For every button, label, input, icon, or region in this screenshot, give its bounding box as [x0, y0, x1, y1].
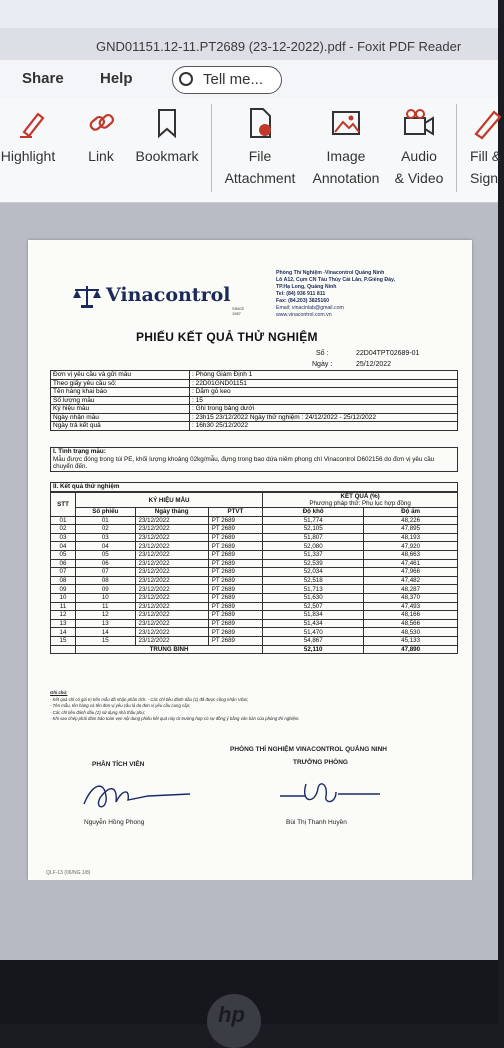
- average-label: TRUNG BÌNH: [76, 645, 263, 654]
- empty-cell: [51, 645, 76, 654]
- moisture-cell: 47,920: [364, 542, 458, 551]
- dryness-cell: 51,337: [263, 550, 364, 559]
- ptvt-cell: PT 2689: [208, 550, 262, 559]
- so-phieu-cell: 14: [76, 628, 136, 637]
- info-value: : Ghi trong bảng dưới: [190, 405, 458, 414]
- lab-info-line: Lô A12, Cụm CN Tàu Thủy Cái Lân, P.Giếng Đáy,: [276, 277, 395, 283]
- stt-header: STT: [51, 493, 76, 517]
- date-cell: 23/12/2022: [135, 636, 208, 645]
- table-row: [51, 602, 458, 611]
- info-value: : Phòng Giám Định 1: [190, 371, 458, 380]
- ptvt-cell: PT 2689: [208, 611, 262, 620]
- moisture-cell: 47,461: [364, 559, 458, 568]
- info-value: : 22D01GND01151: [190, 379, 458, 388]
- highlighter-icon: [16, 106, 50, 140]
- dryness-cell: 52,105: [263, 525, 364, 534]
- table-row: [51, 585, 458, 594]
- moisture-cell: 45,133: [364, 636, 458, 645]
- moisture-cell: 48,370: [364, 593, 458, 602]
- ptvt-cell: PT 2689: [208, 516, 262, 525]
- stt-cell: 14: [51, 628, 76, 637]
- table-row: [51, 576, 458, 585]
- title-bar: [0, 28, 498, 60]
- analyst-title: PHÂN TÍCH VIÊN: [92, 761, 145, 768]
- dryness-cell: 51,713: [263, 585, 364, 594]
- info-label: Ngày trả kết quả: [51, 422, 190, 431]
- sample-code-header: KÝ HIỆU MẪU: [76, 493, 263, 508]
- dryness-cell: 51,834: [263, 611, 364, 620]
- date-cell: 23/12/2022: [135, 619, 208, 628]
- date-cell: 23/12/2022: [135, 628, 208, 637]
- info-label: Tên hàng khai báo: [51, 388, 190, 397]
- info-value: : 16h30 25/12/2022: [190, 422, 458, 431]
- form-code: QLF-13 (06/NG 1/8): [46, 870, 91, 876]
- viewer-bottom-area: [0, 880, 498, 960]
- fill-label: Fill &: [470, 148, 502, 164]
- date-cell: 23/12/2022: [135, 602, 208, 611]
- lab-contact-info: [276, 270, 456, 319]
- dryness-cell: 52,539: [263, 559, 364, 568]
- date-header: Ngày tháng: [135, 508, 208, 517]
- table-row: [51, 516, 458, 525]
- table-row: [51, 550, 458, 559]
- note-line: - Tên mẫu, tên hàng và tên đơn vị yêu cầu là do đơn vị yêu cầu cung cấp;: [50, 703, 191, 708]
- stt-cell: 05: [51, 550, 76, 559]
- report-date-label: Ngày :: [312, 361, 333, 368]
- head-signature: [276, 774, 386, 808]
- average-row: [51, 645, 458, 654]
- info-value: : Dăm gỗ keo: [190, 388, 458, 397]
- moisture-cell: 47,895: [364, 525, 458, 534]
- moisture-cell: 48,193: [364, 533, 458, 542]
- so-phieu-cell: 05: [76, 550, 136, 559]
- date-cell: 23/12/2022: [135, 550, 208, 559]
- report-number: 22D04TPT02689-01: [356, 350, 420, 357]
- stt-cell: 10: [51, 593, 76, 602]
- lab-info-line: Phòng Thí Nghiệm -Vinacontrol Quảng Ninh: [276, 270, 385, 276]
- video-label: & Video: [394, 170, 444, 186]
- note-line: - Các chỉ tiêu đánh dấu (2) sử dụng nhà thầu phụ;: [50, 709, 145, 715]
- moisture-cell: 47,482: [364, 576, 458, 585]
- logo-since: SINCE 1957: [232, 306, 245, 316]
- notes-title: Ghi chú:: [50, 690, 68, 695]
- dryness-cell: 52,080: [263, 542, 364, 551]
- so-phieu-cell: 09: [76, 585, 136, 594]
- stt-cell: 15: [51, 636, 76, 645]
- lab-info-line: Fax: (84.203) 3825160: [276, 298, 330, 304]
- ptvt-cell: PT 2689: [208, 542, 262, 551]
- moisture-cell: 48,166: [364, 611, 458, 620]
- attachment-label: Attachment: [224, 170, 296, 186]
- fill-sign-button[interactable]: [464, 98, 504, 202]
- table-row: [51, 525, 458, 534]
- date-cell: 23/12/2022: [135, 568, 208, 577]
- bookmark-icon: [150, 106, 184, 140]
- tell-me-placeholder: Tell me...: [203, 71, 264, 88]
- audio-video-button[interactable]: [388, 98, 450, 202]
- ptvt-cell: PT 2689: [208, 533, 262, 542]
- link-icon: [84, 106, 118, 140]
- table-row: [51, 628, 458, 637]
- ptvt-cell: PT 2689: [208, 568, 262, 577]
- hp-logo-text: hp: [218, 1002, 245, 1027]
- report-heading: PHIẾU KẾT QUẢ THỬ NGHIỆM: [136, 330, 318, 344]
- info-value: : 23h15 23/12/2022 Ngày thử nghiệm : 24/12/2022 - 25/12/2022: [190, 413, 458, 422]
- average-moisture: 47,890: [364, 645, 458, 654]
- ptvt-header: PTVT: [208, 508, 262, 517]
- table-row: [51, 533, 458, 542]
- info-label: Ngày nhận mẫu: [51, 413, 190, 422]
- results-title: II. Kết quả thử nghiệm: [50, 482, 458, 492]
- dryness-cell: 52,507: [263, 602, 364, 611]
- dryness-header: Độ khô: [263, 508, 364, 517]
- bookmark-label: Bookmark: [135, 148, 199, 164]
- ptvt-cell: PT 2689: [208, 636, 262, 645]
- stt-cell: 06: [51, 559, 76, 568]
- result-percent-header: KẾT QUẢ (%): [340, 493, 380, 500]
- report-number-label: Số :: [316, 350, 329, 357]
- note-line: - Khi sao chép phải đảm bảo toàn vẹn nội dung phiếu kết quả này từ trường hợp có sự đồng ý bằng văn bản của phòng thí nghiệm.: [50, 716, 300, 721]
- date-cell: 23/12/2022: [135, 559, 208, 568]
- moisture-cell: 47,966: [364, 568, 458, 577]
- search-icon: [179, 72, 193, 86]
- average-dryness: 52,110: [263, 645, 364, 654]
- sample-info-table: [50, 370, 458, 431]
- results-body: [51, 516, 458, 654]
- ptvt-cell: PT 2689: [208, 602, 262, 611]
- info-row: [51, 396, 458, 405]
- stt-cell: 01: [51, 516, 76, 525]
- dryness-cell: 51,470: [263, 628, 364, 637]
- dryness-cell: 54,867: [263, 636, 364, 645]
- result-header: [263, 493, 458, 508]
- window-title: GND01151.12-11.PT2689 (23-12-2022).pdf - Foxit PDF Reader: [96, 39, 462, 54]
- info-row: [51, 379, 458, 388]
- stt-cell: 02: [51, 525, 76, 534]
- moisture-cell: 48,566: [364, 619, 458, 628]
- so-phieu-cell: 04: [76, 542, 136, 551]
- date-cell: 23/12/2022: [135, 585, 208, 594]
- dryness-cell: 51,434: [263, 619, 364, 628]
- file-attachment-icon: [243, 106, 277, 140]
- analyst-signature: [78, 776, 198, 816]
- camera-icon: [402, 106, 436, 140]
- ribbon-toolbar: [0, 98, 502, 203]
- ptvt-cell: PT 2689: [208, 593, 262, 602]
- pen-icon: [470, 106, 504, 140]
- moisture-cell: 48,530: [364, 628, 458, 637]
- ribbon-separator: [211, 104, 212, 192]
- table-row: [51, 619, 458, 628]
- stt-cell: 12: [51, 611, 76, 620]
- dryness-cell: 52,518: [263, 576, 364, 585]
- table-row: [51, 636, 458, 645]
- so-phieu-cell: 03: [76, 533, 136, 542]
- results-subheader-row: [51, 508, 458, 517]
- scales-logo-icon: [72, 284, 102, 308]
- sample-state-title: I. Tình trạng mẫu:: [53, 448, 106, 455]
- notes: [50, 690, 460, 723]
- so-phieu-cell: 07: [76, 568, 136, 577]
- info-label: Số lượng mẫu: [51, 396, 190, 405]
- logo-name: Vinacontrol: [106, 284, 231, 306]
- annotation-label: Annotation: [312, 170, 380, 186]
- ribbon-separator: [456, 104, 457, 192]
- dryness-cell: 51,630: [263, 593, 364, 602]
- dryness-cell: 51,807: [263, 533, 364, 542]
- lab-info-line: www.vinacontrol.com.vn: [276, 312, 332, 318]
- results-header-row: [51, 493, 458, 508]
- hp-logo: [207, 994, 261, 1048]
- audio-label: Audio: [401, 148, 437, 164]
- link-label: Link: [88, 148, 114, 164]
- so-phieu-cell: 10: [76, 593, 136, 602]
- moisture-cell: 48,287: [364, 585, 458, 594]
- image-icon: [329, 106, 363, 140]
- stt-cell: 11: [51, 602, 76, 611]
- info-row: [51, 413, 458, 422]
- date-cell: 23/12/2022: [135, 542, 208, 551]
- link-button[interactable]: [78, 98, 124, 202]
- moisture-cell: 47,493: [364, 602, 458, 611]
- date-cell: 23/12/2022: [135, 525, 208, 534]
- dryness-cell: 52,034: [263, 568, 364, 577]
- lab-info-line: Tel: (84) 936 911 811: [276, 291, 326, 297]
- file-label: File: [248, 148, 272, 164]
- ptvt-cell: PT 2689: [208, 525, 262, 534]
- dryness-cell: 51,774: [263, 516, 364, 525]
- ptvt-cell: PT 2689: [208, 585, 262, 594]
- ptvt-cell: PT 2689: [208, 628, 262, 637]
- lab-sign-title: PHÒNG THÍ NGHIỆM VINACONTROL QUẢNG NINH: [230, 746, 387, 753]
- date-cell: 23/12/2022: [135, 611, 208, 620]
- highlight-button[interactable]: [0, 98, 62, 202]
- tell-me-search[interactable]: [172, 66, 282, 94]
- stt-cell: 08: [51, 576, 76, 585]
- info-row: [51, 388, 458, 397]
- method-header: Phương pháp thử: Phụ lục hợp đồng: [309, 500, 411, 507]
- head-name: Bùi Thị Thanh Huyền: [286, 819, 347, 826]
- date-cell: 23/12/2022: [135, 516, 208, 525]
- moisture-cell: 48,226: [364, 516, 458, 525]
- highlight-label: Highlight: [0, 148, 56, 164]
- sign-label: Sign: [470, 170, 499, 186]
- table-row: [51, 611, 458, 620]
- bookmark-button[interactable]: [130, 98, 204, 202]
- so-phieu-cell: 13: [76, 619, 136, 628]
- so-phieu-cell: 06: [76, 559, 136, 568]
- tab-share[interactable]: Share: [22, 70, 64, 87]
- so-phieu-cell: 11: [76, 602, 136, 611]
- moisture-header: Độ ẩm: [364, 508, 458, 517]
- info-row: [51, 405, 458, 414]
- info-value: : 15: [190, 396, 458, 405]
- head-title: TRƯỞNG PHÒNG: [293, 759, 348, 766]
- moisture-cell: 48,663: [364, 550, 458, 559]
- info-row: [51, 371, 458, 380]
- analyst-name: Nguyễn Hồng Phong: [84, 819, 145, 826]
- table-row: [51, 593, 458, 602]
- image-annotation-button[interactable]: [304, 98, 388, 202]
- info-row: [51, 422, 458, 431]
- so-phieu-cell: 02: [76, 525, 136, 534]
- so-phieu-cell: 01: [76, 516, 136, 525]
- sample-state-box: [50, 447, 458, 472]
- info-label: Đơn vị yêu cầu và gửi mẫu: [51, 371, 190, 380]
- sample-state-text: Mẫu được đóng trong túi PE, khối lượng khoảng 02kg/mẫu, đựng trong bao dứa niêm phong chì Vinacontrol D602156 do đơn vị yêu cầu chuyển đến.: [53, 455, 435, 470]
- table-row: [51, 542, 458, 551]
- date-cell: 23/12/2022: [135, 593, 208, 602]
- stt-cell: 13: [51, 619, 76, 628]
- image-label: Image: [326, 148, 366, 164]
- report-date: 25/12/2022: [356, 361, 392, 368]
- so-phieu-cell: 15: [76, 636, 136, 645]
- stt-cell: 03: [51, 533, 76, 542]
- lab-info-line: Email: vinacinlab@gmail.com: [276, 305, 344, 311]
- so-phieu-cell: 12: [76, 611, 136, 620]
- table-row: [51, 559, 458, 568]
- date-cell: 23/12/2022: [135, 533, 208, 542]
- ptvt-cell: PT 2689: [208, 576, 262, 585]
- date-cell: 23/12/2022: [135, 576, 208, 585]
- stt-cell: 04: [51, 542, 76, 551]
- tab-help[interactable]: Help: [100, 70, 133, 87]
- so-phieu-header: Số phiếu: [76, 508, 136, 517]
- ptvt-cell: PT 2689: [208, 619, 262, 628]
- lab-info-line: TP.Hạ Long, Quảng Ninh: [276, 284, 337, 290]
- table-row: [51, 568, 458, 577]
- info-label: Theo giấy yêu cầu số:: [51, 379, 190, 388]
- note-line: - Kết quả chỉ có giá trị trên mẫu đã nhận phân tích. - Các chỉ tiêu đánh dấu (1) đã được công nhận Vilas;: [50, 696, 249, 702]
- results-table: [50, 492, 458, 654]
- info-label: Ký hiệu mẫu: [51, 405, 190, 414]
- ptvt-cell: PT 2689: [208, 559, 262, 568]
- so-phieu-cell: 08: [76, 576, 136, 585]
- file-attachment-button[interactable]: [218, 98, 302, 202]
- stt-cell: 09: [51, 585, 76, 594]
- stt-cell: 07: [51, 568, 76, 577]
